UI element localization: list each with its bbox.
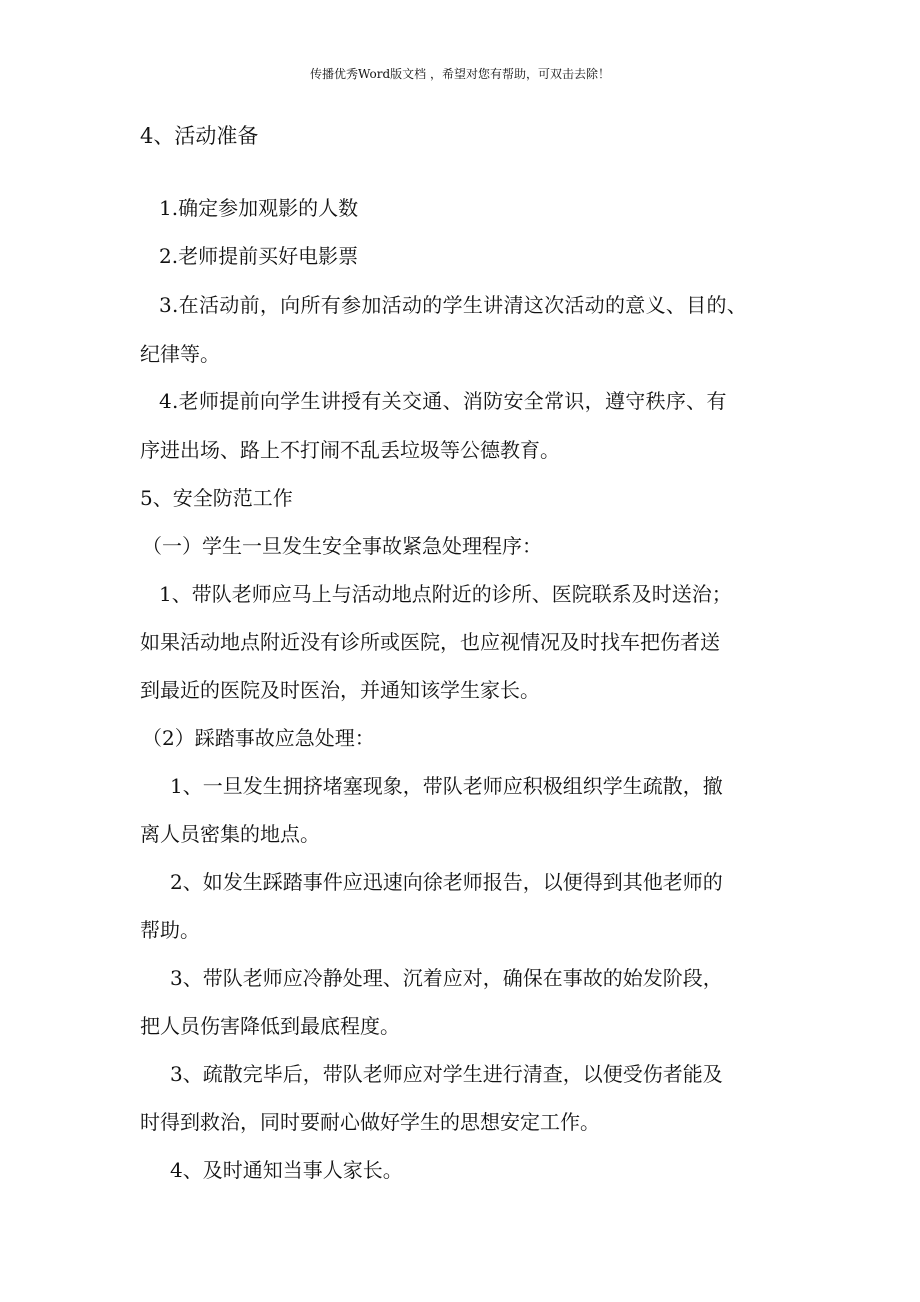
subsection-2-line: 帮助。 bbox=[140, 918, 200, 942]
header-note: 传播优秀Word版文档 ，希望对您有帮助，可双击去除！ bbox=[310, 67, 610, 81]
section-4-item-3-cont: 纪律等。 bbox=[140, 342, 220, 366]
subsection-2-line: 1、一旦发生拥挤堵塞现象，带队老师应积极组织学生疏散，撤 bbox=[170, 774, 723, 798]
subsection-2-line: 把人员伤害降低到最底程度。 bbox=[140, 1014, 400, 1038]
subsection-1-line: 到最近的医院及时医治，并通知该学生家长。 bbox=[140, 678, 540, 702]
section-4-item-4-cont: 序进出场、路上不打闹不乱丢垃圾等公德教育。 bbox=[140, 438, 560, 462]
subsection-1-title: （一）学生一旦发生安全事故紧急处理程序： bbox=[142, 534, 542, 558]
subsection-2-line: 4、及时通知当事人家长。 bbox=[170, 1158, 403, 1182]
section-4-item-4: 4.老师提前向学生讲授有关交通、消防安全常识，遵守秩序、有 bbox=[159, 389, 727, 413]
subsection-1-line: 如果活动地点附近没有诊所或医院，也应视情况及时找车把伤者送 bbox=[140, 630, 720, 654]
section-4-item-1: 1.确定参加观影的人数 bbox=[159, 196, 359, 220]
subsection-2-line: 离人员密集的地点。 bbox=[140, 822, 320, 846]
subsection-1-line: 1、带队老师应马上与活动地点附近的诊所、医院联系及时送治； bbox=[159, 582, 732, 606]
section-4-item-2: 2.老师提前买好电影票 bbox=[159, 244, 359, 268]
section-5-heading: 5、安全防范工作 bbox=[140, 486, 293, 510]
subsection-2-title: （2）踩踏事故应急处理： bbox=[142, 726, 375, 750]
section-4-item-3: 3.在活动前，向所有参加活动的学生讲清这次活动的意义、目的、 bbox=[159, 293, 748, 317]
subsection-2-line: 3、带队老师应冷静处理、沉着应对，确保在事故的始发阶段， bbox=[170, 966, 723, 990]
subsection-2-line: 3、疏散完毕后，带队老师应对学生进行清查，以便受伤者能及 bbox=[170, 1062, 723, 1086]
subsection-2-line: 2、如发生踩踏事件应迅速向徐老师报告，以便得到其他老师的 bbox=[170, 870, 723, 894]
subsection-2-line: 时得到救治，同时要耐心做好学生的思想安定工作。 bbox=[140, 1110, 600, 1134]
section-4-heading: 4、活动准备 bbox=[140, 124, 259, 148]
